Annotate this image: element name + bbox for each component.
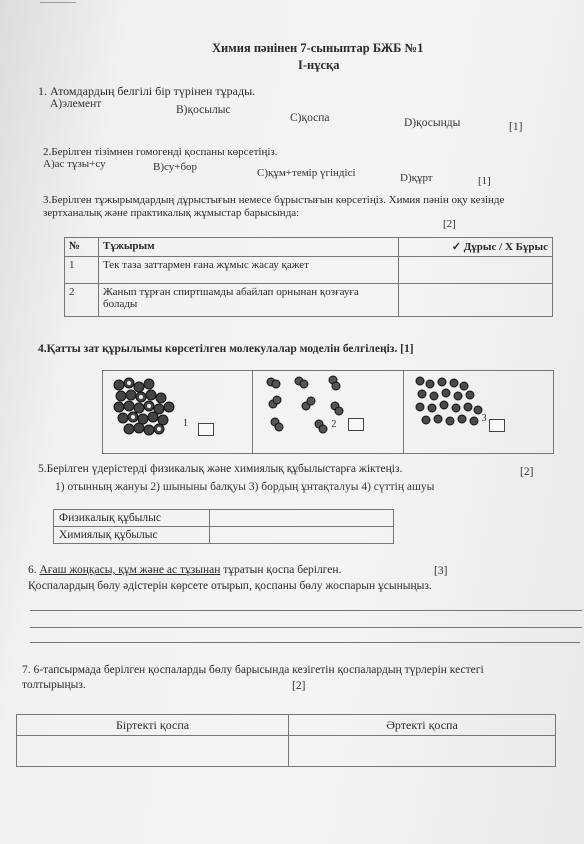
q5-items: 1) отынның жануы 2) шыныны балқуы 3) бордың ұнтақталуы 4) сүттің ашуы [55, 481, 435, 493]
homogeneous-answer[interactable] [17, 736, 289, 767]
model-cell-3 [404, 371, 553, 453]
mixtures-table [16, 714, 556, 767]
row-1-statement: Тек таза заттармен ғана жұмыс жасау қажет [99, 257, 399, 284]
q6-suffix: тұратын қоспа берілген. [220, 564, 342, 576]
molecule-models-panel [102, 370, 554, 454]
worksheet-variant: I-нұсқа [298, 58, 340, 72]
liquid-particles-model [412, 374, 492, 436]
row-2-number: 2 [65, 284, 99, 317]
physical-change-answer[interactable] [210, 510, 394, 527]
model-2-label: 2 [331, 419, 337, 430]
q6-score: [3] [434, 565, 448, 577]
col-number-header: № [65, 238, 99, 257]
model-1-label: 1 [183, 418, 188, 429]
question-2: 2.Берілген тізімнен гомогенді қоспаны көрсетіңіз. [43, 146, 278, 158]
q1-option-d: D)қосынды [404, 117, 461, 129]
chemical-change-label: Химиялық құбылыс [54, 527, 210, 544]
q1-score: [1] [509, 121, 523, 133]
question-5: 5.Берілген үдерістерді физикалық және химиялық құбылыстарға жіктеңіз. [38, 463, 403, 475]
physical-change-label: Физикалық құбылыс [54, 510, 210, 527]
question-4: 4.Қатты зат құрылымы көрсетілген молекулалар моделін белгілеңіз. [1] [38, 343, 414, 355]
q5-score: [2] [520, 466, 534, 478]
q2-option-b: В)су+бор [153, 161, 198, 173]
q2-score: [1] [478, 175, 491, 187]
model-cell-2 [253, 371, 403, 453]
q1-option-c: С)қоспа [290, 112, 330, 124]
q6-substances: Ағаш жоңқасы, құм және ас тұзынан [39, 564, 221, 576]
model-1-checkbox[interactable] [198, 423, 214, 436]
q2-option-a: А)ас тұзы+су [43, 158, 106, 170]
question-6-line-2: Қоспалардың бөлу әдістерін көрсете отырып, қоспаны бөлу жоспарын ұсыныңыз. [28, 580, 432, 592]
question-3-line-2: зертханалық және практикалық жұмыстар барысында: [43, 207, 300, 219]
solid-lattice-model [109, 375, 181, 441]
changes-table [53, 509, 394, 544]
worksheet-title: Химия пәнінен 7-сыныптар БЖБ №1 [212, 41, 424, 55]
q1-option-a: А)элемент [50, 98, 102, 110]
heterogeneous-answer[interactable] [289, 736, 556, 767]
heterogeneous-header: Әртекті қоспа [289, 715, 556, 736]
answer-line-3[interactable] [30, 642, 580, 643]
q6-prefix: 6. [28, 564, 40, 576]
answer-line-2[interactable] [30, 627, 582, 628]
row-2-statement: Жанып тұрған спиртшамды абайлап орнынан қозғауға болады [99, 284, 399, 317]
chemical-change-answer[interactable] [210, 527, 394, 544]
q7-score: [2] [292, 680, 306, 692]
question-7-line-1: 7. 6-тапсырмада берілген қоспаларды бөлу барысында кезігетін қоспалардың түрлерін кестегі [22, 664, 484, 676]
col-true-false-header: ✓ Дұрыс / X Бұрыс [399, 238, 553, 257]
row-1-answer-cell[interactable] [399, 257, 553, 284]
model-cell-1 [103, 371, 253, 453]
col-statement-header: Тұжырым [99, 238, 399, 257]
q3-score: [2] [443, 218, 456, 230]
page-edge-mark [40, 2, 76, 3]
answer-line-1[interactable] [30, 610, 582, 611]
question-7-line-2: толтырыңыз. [22, 679, 86, 691]
row-2-answer-cell[interactable] [399, 284, 553, 317]
model-2-checkbox[interactable] [348, 418, 364, 431]
model-3-label: 3 [481, 413, 487, 424]
homogeneous-header: Біртекті қоспа [17, 715, 289, 736]
q2-option-c: С)құм+темір үгіндісі [257, 167, 356, 179]
statements-table [64, 237, 553, 317]
q2-option-d: D)құрт [400, 172, 433, 184]
question-3-line-1: 3.Берілген тұжырымдардың дұрыстығын немесе бұрыстығын көрсетіңіз. Химия пәнін оқу кезінде [43, 194, 505, 206]
question-6-line-1 [28, 564, 341, 576]
model-3-checkbox[interactable] [489, 419, 505, 432]
gas-particles-model [261, 374, 351, 436]
row-1-number: 1 [65, 257, 99, 284]
q1-option-b: В)қосылыс [176, 104, 231, 116]
question-1: 1. Атомдардың белгілі бір түрінен тұрады. [38, 84, 256, 98]
